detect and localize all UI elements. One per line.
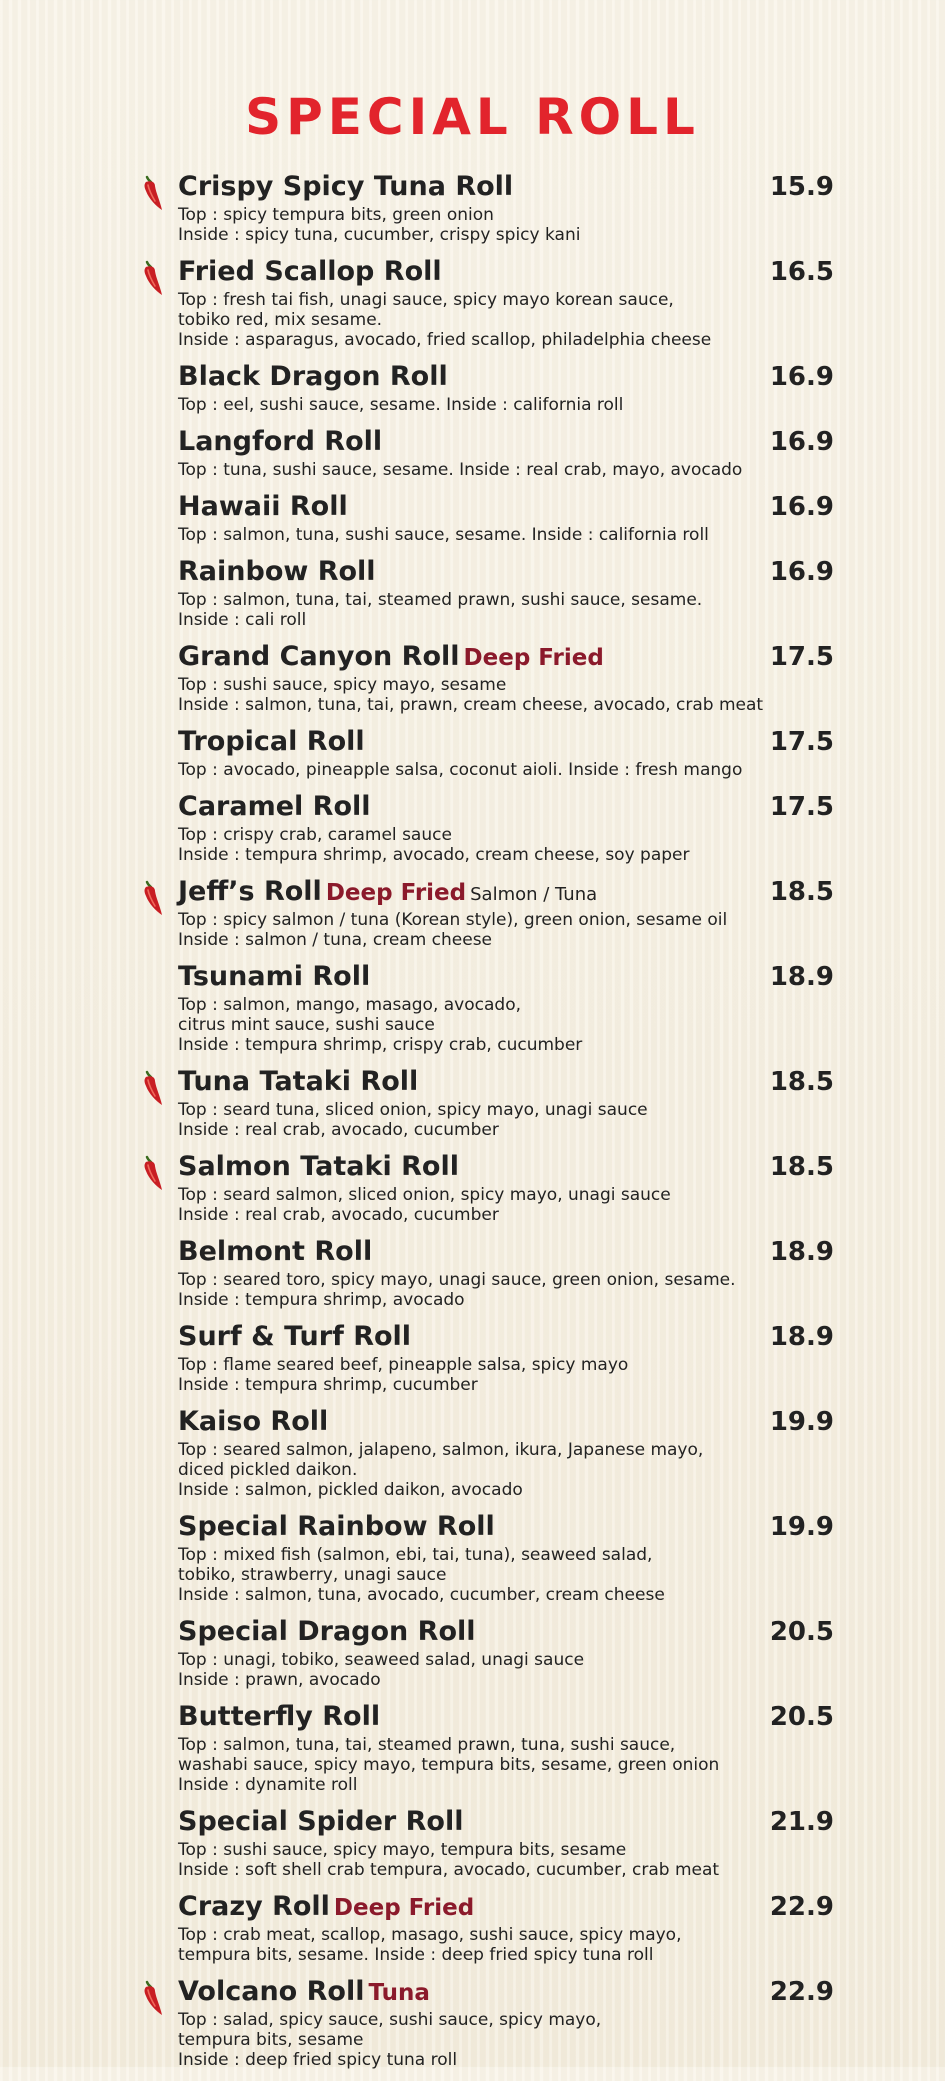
item-title: [178, 491, 348, 522]
item-title: [178, 726, 365, 757]
item-header: [178, 641, 834, 675]
item-description-line: Top : spicy salmon / tuna (Korean style), green onion, sesame oil: [178, 910, 728, 930]
item-name: Rainbow Roll: [178, 556, 376, 587]
item-title: [178, 1321, 411, 1352]
item-name: Black Dragon Roll: [178, 361, 448, 392]
menu-item: [178, 1616, 834, 1690]
item-tag: Deep Fried: [463, 645, 604, 671]
item-description-line: tobiko, strawberry, unagi sauce: [178, 1565, 447, 1585]
item-title: [178, 1066, 418, 1097]
item-header: [178, 1321, 834, 1355]
item-name: Langford Roll: [178, 426, 383, 457]
item-description-line: Inside : real crab, avocado, cucumber: [178, 1205, 499, 1225]
item-header: [178, 1066, 834, 1100]
menu-item: [178, 1321, 834, 1395]
item-description-line: diced pickled daikon.: [178, 1460, 358, 1480]
item-name: Grand Canyon Roll: [178, 641, 460, 672]
menu-item: [178, 171, 834, 245]
item-description-line: Inside : dynamite roll: [178, 1775, 358, 1795]
item-header: [178, 361, 834, 395]
item-header: [178, 1976, 834, 2010]
menu-item: [178, 1511, 834, 1605]
item-name: Jeff’s Roll: [178, 876, 322, 907]
menu-item: [178, 1406, 834, 1500]
item-price: 18.9: [769, 1322, 834, 1352]
item-price: 16.9: [769, 492, 834, 522]
item-price: 22.9: [769, 1892, 834, 1922]
item-description-line: Top : mixed fish (salmon, ebi, tai, tuna), seaweed salad,: [178, 1545, 653, 1565]
item-price: 18.9: [769, 962, 834, 992]
item-header: [178, 961, 834, 995]
item-price: 16.9: [769, 557, 834, 587]
menu-item: [178, 1806, 834, 1880]
item-title: [178, 961, 370, 992]
item-option-note: Salmon / Tuna: [470, 884, 598, 905]
item-description-line: Top : eel, sushi sauce, sesame. Inside : california roll: [178, 395, 624, 415]
menu-item: [178, 426, 834, 480]
item-price: 20.5: [769, 1617, 834, 1647]
item-title: [178, 1806, 463, 1837]
item-name: Special Rainbow Roll: [178, 1511, 495, 1542]
menu-item: [178, 556, 834, 630]
item-title: [178, 1511, 495, 1542]
item-description-line: washabi sauce, spicy mayo, tempura bits, sesame, green onion: [178, 1755, 720, 1775]
item-price: 19.9: [769, 1407, 834, 1437]
item-description-line: Inside : cali roll: [178, 610, 307, 630]
item-description-line: Inside : tempura shrimp, crispy crab, cucumber: [178, 1035, 583, 1055]
item-description-line: Top : salmon, tuna, tai, steamed prawn, tuna, sushi sauce,: [178, 1735, 676, 1755]
chili-pepper-icon: [138, 1153, 168, 1193]
item-title: [178, 1236, 372, 1267]
menu-item: [178, 361, 834, 415]
item-description-line: Inside : asparagus, avocado, fried scallop, philadelphia cheese: [178, 330, 712, 350]
item-name: Special Dragon Roll: [178, 1616, 476, 1647]
item-price: 18.5: [769, 877, 834, 907]
item-name: Salmon Tataki Roll: [178, 1151, 459, 1182]
item-price: 16.9: [769, 362, 834, 392]
menu-item: [178, 1976, 834, 2070]
item-description-line: tempura bits, sesame. Inside : deep fried spicy tuna roll: [178, 1945, 654, 1965]
item-name: Volcano Roll: [178, 1976, 365, 2007]
item-name: Caramel Roll: [178, 791, 371, 822]
chili-pepper-icon: [138, 258, 168, 298]
item-header: [178, 1151, 834, 1185]
item-description-line: Top : flame seared beef, pineapple salsa, spicy mayo: [178, 1355, 629, 1375]
item-price: 17.5: [769, 792, 834, 822]
item-description-line: Top : sushi sauce, spicy mayo, sesame: [178, 675, 507, 695]
item-price: 21.9: [769, 1807, 834, 1837]
item-title: [178, 1701, 380, 1732]
menu-item: [178, 1151, 834, 1225]
item-description-line: Inside : salmon, tuna, avocado, cucumber, cream cheese: [178, 1585, 665, 1605]
item-header: [178, 556, 834, 590]
item-description-line: Inside : soft shell crab tempura, avocado, cucumber, crab meat: [178, 1860, 720, 1880]
item-name: Tropical Roll: [178, 726, 365, 757]
item-price: 19.9: [769, 1512, 834, 1542]
item-title: [178, 556, 376, 587]
menu-item: [178, 791, 834, 865]
item-description-line: Top : salmon, tuna, tai, steamed prawn, sushi sauce, sesame.: [178, 590, 703, 610]
item-price: 15.9: [769, 172, 834, 202]
menu-item: [178, 726, 834, 780]
item-name: Tuna Tataki Roll: [178, 1066, 419, 1097]
menu-item: [178, 961, 834, 1055]
item-title: [178, 1616, 476, 1647]
item-price: 18.9: [769, 1237, 834, 1267]
menu-list: [178, 171, 834, 2081]
item-header: [178, 1236, 834, 1270]
item-description-line: Top : avocado, pineapple salsa, coconut aioli. Inside : fresh mango: [178, 760, 743, 780]
item-name: Belmont Roll: [178, 1236, 373, 1267]
item-description-line: Top : spicy tempura bits, green onion: [178, 205, 494, 225]
item-price: 17.5: [769, 642, 834, 672]
item-header: [178, 726, 834, 760]
item-header: [178, 426, 834, 460]
item-name: Kaiso Roll: [178, 1406, 329, 1437]
menu-item: [178, 1236, 834, 1310]
chili-pepper-icon: [138, 173, 168, 213]
menu-title: SPECIAL ROLL: [245, 88, 700, 146]
item-title: [178, 791, 371, 822]
item-description-line: Inside : prawn, avocado: [178, 1670, 381, 1690]
item-title: [178, 426, 382, 457]
item-header: [178, 791, 834, 825]
item-description-line: Top : seared toro, spicy mayo, unagi sauce, green onion, sesame.: [178, 1270, 736, 1290]
chili-pepper-icon: [138, 1978, 168, 2018]
item-name: Crazy Roll: [178, 1891, 330, 1922]
item-header: [178, 1616, 834, 1650]
item-name: Surf & Turf Roll: [178, 1321, 412, 1352]
item-title: [178, 171, 513, 202]
menu-item: [178, 641, 834, 715]
item-price: 20.5: [769, 1702, 834, 1732]
item-description-line: Top : crab meat, scallop, masago, sushi sauce, spicy mayo,: [178, 1925, 682, 1945]
item-header: [178, 1406, 834, 1440]
item-description-line: Inside : real crab, avocado, cucumber: [178, 1120, 499, 1140]
item-description-line: Top : seared salmon, jalapeno, salmon, ikura, Japanese mayo,: [178, 1440, 704, 1460]
item-title: [178, 256, 442, 287]
item-header: [178, 1701, 834, 1735]
item-header: [178, 491, 834, 525]
item-tag: Deep Fried: [333, 1895, 475, 1921]
item-description-line: Inside : tempura shrimp, avocado, cream cheese, soy paper: [178, 845, 690, 865]
item-description-line: Top : salmon, mango, masago, avocado,: [178, 995, 522, 1015]
item-description-line: Inside : spicy tuna, cucumber, crispy spicy kani: [178, 225, 581, 245]
item-description-line: Top : seard tuna, sliced onion, spicy mayo, unagi sauce: [178, 1100, 648, 1120]
item-name: Tsunami Roll: [178, 961, 371, 992]
chili-pepper-icon: [138, 878, 168, 918]
menu-item: [178, 1066, 834, 1140]
menu-item: [178, 256, 834, 350]
item-description-line: Inside : tempura shrimp, cucumber: [178, 1375, 478, 1395]
item-description-line: Top : salad, spicy sauce, sushi sauce, spicy mayo,: [178, 2010, 602, 2030]
item-description-line: tobiko red, mix sesame.: [178, 310, 383, 330]
item-name: Butterfly Roll: [178, 1701, 381, 1732]
menu-item: [178, 1891, 834, 1965]
item-title: [178, 1891, 474, 1922]
menu-item: [178, 491, 834, 545]
item-header: [178, 1806, 834, 1840]
menu-item: [178, 1701, 834, 1795]
item-price: 18.5: [769, 1152, 834, 1182]
chili-pepper-icon: [138, 1068, 168, 1108]
item-price: 16.5: [769, 257, 834, 287]
item-name: Special Spider Roll: [178, 1806, 464, 1837]
item-price: 22.9: [769, 1977, 834, 2007]
item-description-line: Top : salmon, tuna, sushi sauce, sesame. Inside : california roll: [178, 525, 709, 545]
item-description-line: Inside : salmon, tuna, tai, prawn, cream cheese, avocado, crab meat: [178, 695, 764, 715]
item-title: [178, 361, 448, 392]
item-description-line: tempura bits, sesame: [178, 2030, 364, 2050]
item-description-line: Inside : deep fried spicy tuna roll: [178, 2050, 458, 2070]
item-description-line: Top : seard salmon, sliced onion, spicy mayo, unagi sauce: [178, 1185, 671, 1205]
item-title: [178, 876, 597, 907]
item-description-line: Top : tuna, sushi sauce, sesame. Inside : real crab, mayo, avocado: [178, 460, 743, 480]
item-tag: Tuna: [368, 1980, 430, 2006]
item-title: [178, 1976, 430, 2007]
item-price: 16.9: [769, 427, 834, 457]
item-title: [178, 1151, 459, 1182]
item-description-line: Top : sushi sauce, spicy mayo, tempura bits, sesame: [178, 1840, 627, 1860]
item-name: Crispy Spicy Tuna Roll: [178, 171, 514, 202]
item-description-line: citrus mint sauce, sushi sauce: [178, 1015, 435, 1035]
item-header: [178, 256, 834, 290]
menu-item: [178, 876, 834, 950]
item-description-line: Inside : salmon / tuna, cream cheese: [178, 930, 493, 950]
item-header: [178, 171, 834, 205]
item-description-line: Inside : tempura shrimp, avocado: [178, 1290, 465, 1310]
item-header: [178, 1511, 834, 1545]
item-price: 18.5: [769, 1067, 834, 1097]
item-name: Fried Scallop Roll: [178, 256, 442, 287]
item-description-line: Inside : salmon, pickled daikon, avocado: [178, 1480, 523, 1500]
item-description-line: Top : crispy crab, caramel sauce: [178, 825, 452, 845]
item-name: Hawaii Roll: [178, 491, 348, 522]
item-description-line: Top : unagi, tobiko, seaweed salad, unagi sauce: [178, 1650, 585, 1670]
item-tag: Deep Fried: [325, 880, 467, 906]
item-description-line: Top : fresh tai fish, unagi sauce, spicy mayo korean sauce,: [178, 290, 674, 310]
item-title: [178, 641, 604, 672]
item-header: [178, 876, 834, 910]
item-price: 17.5: [769, 727, 834, 757]
item-header: [178, 1891, 834, 1925]
item-title: [178, 1406, 328, 1437]
